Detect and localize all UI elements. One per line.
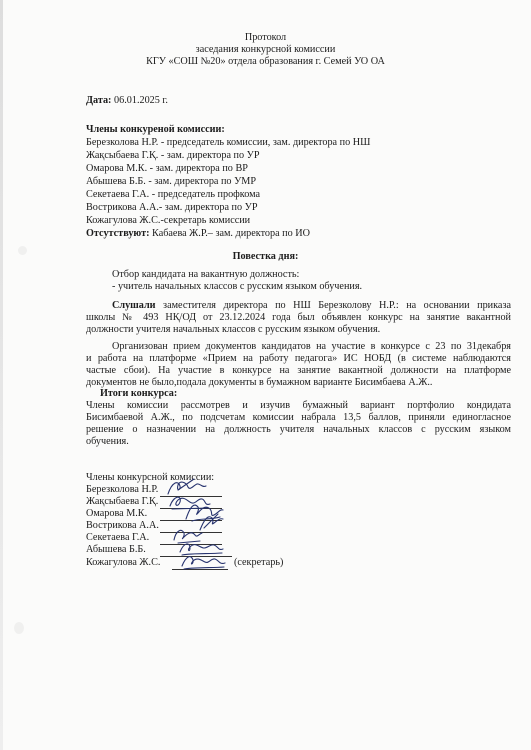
- results-heading: Итоги конкурса:: [100, 388, 178, 399]
- signer-name: Березколова Н.Р.: [86, 484, 159, 495]
- handwritten-signature: [178, 551, 228, 571]
- heard-line-first: Слушали заместителя директора по НШ Березколову Н.Р.: на основании приказа: [112, 300, 511, 311]
- results-line: Члены комиссии рассмотрев и изучив бумажный вариант портфолио кондидата: [86, 400, 511, 411]
- signer-name: Абышева Б.Б.: [86, 544, 146, 555]
- member-line: Секетаева Г.А. - председатель профкома: [86, 189, 261, 200]
- member-line: Абышева Б.Б. - зам. директора по УМР: [86, 176, 257, 187]
- agenda-heading: Повестка дня:: [232, 251, 299, 262]
- secretary-note: (секретарь): [234, 557, 284, 568]
- results-line: Бисимбаевой А.Ж., по подсчетам комиссии набрала 13,5 баллов, приняли единогласное: [86, 412, 511, 423]
- signer-name: Секетаева Г.А.: [86, 532, 150, 543]
- paper-stain: [14, 622, 24, 634]
- signer-name: Вострикова А.А.: [86, 520, 159, 531]
- member-line: Кожагулова Ж.С.-секретарь комиссии: [86, 215, 251, 226]
- member-line: Вострикова А.А.- зам. директора по УР: [86, 202, 258, 213]
- member-line: Березколова Н.Р. - председатель комиссии, зам. директора по НШ: [86, 137, 371, 148]
- absent-label: Отсутствуют:: [86, 228, 150, 239]
- member-line: Омарова М.К. - зам. директора по ВР: [86, 163, 248, 174]
- doc-organization: КГУ «СОШ №20» отдела образования г. Семей УО ОА: [146, 56, 385, 67]
- agenda-line: Отбор кандидата на вакантную должность:: [112, 269, 300, 280]
- heard-label: Слушали: [112, 300, 156, 311]
- members-heading: Члены конкуреной комиссии:: [86, 124, 225, 135]
- organized-line: Организован прием документов кандидатов на участие в конкурсе с 23 по 31декабря: [112, 341, 511, 352]
- doc-subtitle: заседания конкурсной комиссии: [195, 44, 336, 55]
- absent-line: [86, 228, 310, 241]
- signatures-heading: Члены конкурсной комиссии:: [86, 472, 215, 483]
- signer-name: Жақсыбаева Г.Қ.: [86, 496, 159, 507]
- organized-line: и работа на платформе «Прием на работу педагога» ИС НОБД (в системе наблюдаются: [86, 353, 511, 364]
- date-value: 06.01.2025 г.: [114, 95, 168, 106]
- heard-line: должности учителя начальных классов с русским языком обучения.: [86, 324, 381, 335]
- signer-name: Кожагулова Ж.С.: [86, 557, 161, 568]
- agenda-line: - учитель начальных классов с русским языком обучения.: [112, 281, 363, 292]
- organized-line: частые сбои). На участие в конкурсе на занятие вакантной должности на платформе: [86, 365, 511, 376]
- date-label: Дата:: [86, 95, 112, 106]
- member-line: Жақсыбаева Г.Қ. - зам. директора по УР: [86, 150, 260, 161]
- absent-value: Кабаева Ж.Р.– зам. директора по ИО: [152, 228, 310, 239]
- signer-name: Омарова М.К.: [86, 508, 148, 519]
- organized-line: документов не было,подала документы в бумажном варианте Бисимбаева А.Ж..: [86, 377, 433, 388]
- results-line: решение о назначении на должность учителя начальных классов с русским языком: [86, 424, 511, 435]
- meeting-date: [86, 95, 168, 108]
- heard-line: школы № 493 НҚ/ОД от 23.12.2024 года был объявлен конкурс на занятие вакантной: [86, 312, 511, 323]
- results-line: обучения.: [86, 436, 129, 447]
- doc-title: Протокол: [244, 32, 287, 43]
